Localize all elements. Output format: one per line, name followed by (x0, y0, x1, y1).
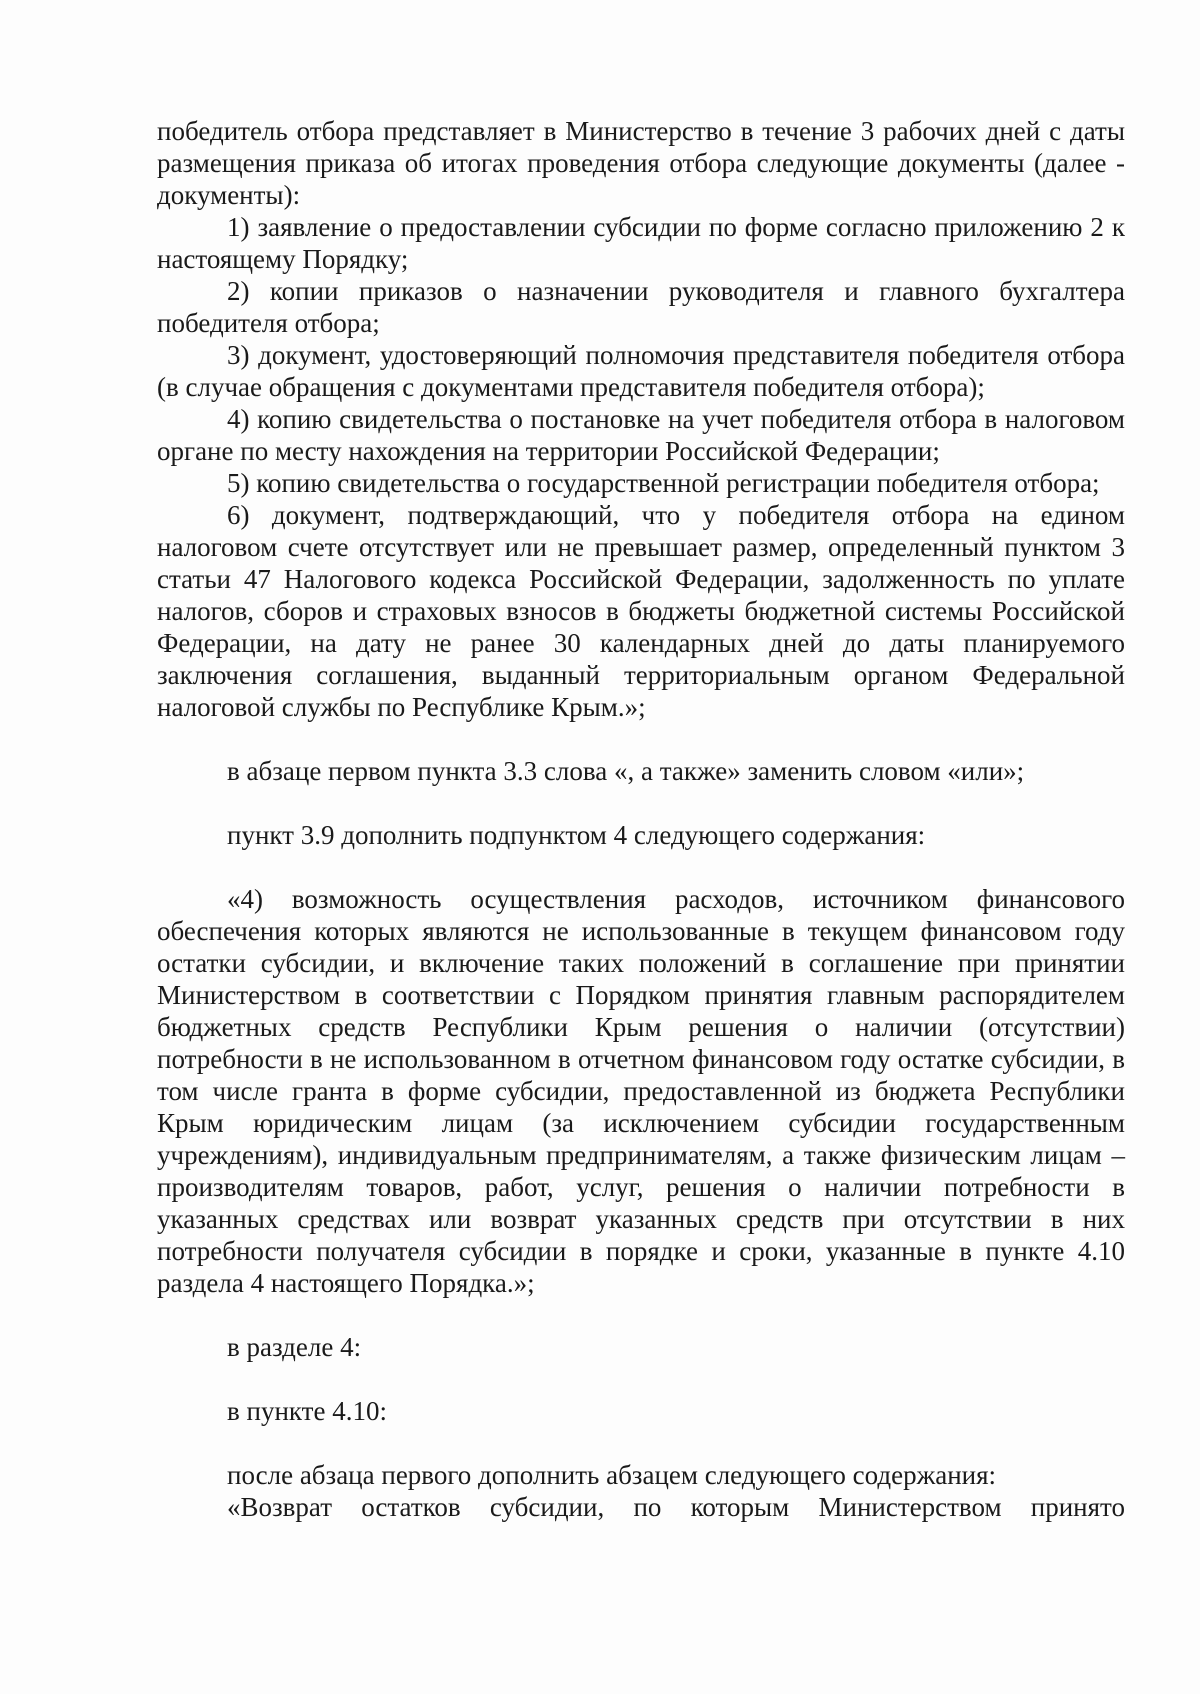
list-item-6: 6) документ, подтверждающий, что у победителя отбора на едином налоговом счете отсутствует или не превышает размер, определенный пунктом 3 статьи 47 Налогового кодекса Российской Федерации, задолженность по уплате налогов, сборов и страховых взносов в бюджеты бюджетной системы Российской Федерации, на дату не ранее 30 календарных дней до даты планируемого заключения соглашения, выданный территориальным органом Федеральной налоговой службы по Республике Крым.»; (157, 500, 1125, 722)
list-item-1: 1) заявление о предоставлении субсидии по форме согласно приложению 2 к настоящему Порядку; (157, 212, 1125, 274)
paragraph-subpoint-4: «4) возможность осуществления расходов, источником финансового обеспечения которых являются не использованные в текущем финансовом году остатки субсидии, и включение таких положений в соглашение при принятии Министерством в соответствии с Порядком принятия главным распорядителем бюджетных средств Республики Крым решения о наличии (отсутствии) потребности в не использованном в отчетном финансовом году остатке субсидии, в том числе гранта в форме субсидии, предоставленной из бюджета Республики Крым юридическим лицам (за исключением субсидии государственным учреждениям), индивидуальным предпринимателям, а также физическим лицам – производителям товаров, работ, услуг, решения о наличии потребности в указанных средствах или возврат указанных средств при отсутствии в них потребности получателя субсидии в порядке и сроки, указанные в пункте 4.10 раздела 4 настоящего Порядка.»; (157, 884, 1125, 1298)
list-item-5: 5) копию свидетельства о государственной регистрации победителя отбора; (227, 468, 1100, 498)
paragraph-return-remainders: «Возврат остатков субсидии, по которым Министерством принято (227, 1492, 1125, 1522)
paragraph-amendment-3-9: пункт 3.9 дополнить подпунктом 4 следующего содержания: (227, 820, 926, 850)
paragraph-point-4-10: в пункте 4.10: (227, 1396, 387, 1426)
paragraph-section-4: в разделе 4: (227, 1332, 362, 1362)
paragraph-add-abzac: после абзаца первого дополнить абзацем следующего содержания: (227, 1460, 997, 1490)
list-item-2: 2) копии приказов о назначении руководителя и главного бухгалтера победителя отбора; (157, 276, 1125, 338)
list-item-4: 4) копию свидетельства о постановке на учет победителя отбора в налоговом органе по месту нахождения на территории Российской Федерации; (157, 404, 1125, 466)
paragraph-intro: победитель отбора представляет в Министерство в течение 3 рабочих дней с даты размещения приказа об итогах проведения отбора следующие документы (далее - документы): (157, 116, 1125, 210)
list-item-3: 3) документ, удостоверяющий полномочия представителя победителя отбора (в случае обращения с документами представителя победителя отбора); (157, 340, 1125, 402)
paragraph-amendment-3-3: в абзаце первом пункта 3.3 слова «, а также» заменить словом «или»; (227, 756, 1025, 786)
